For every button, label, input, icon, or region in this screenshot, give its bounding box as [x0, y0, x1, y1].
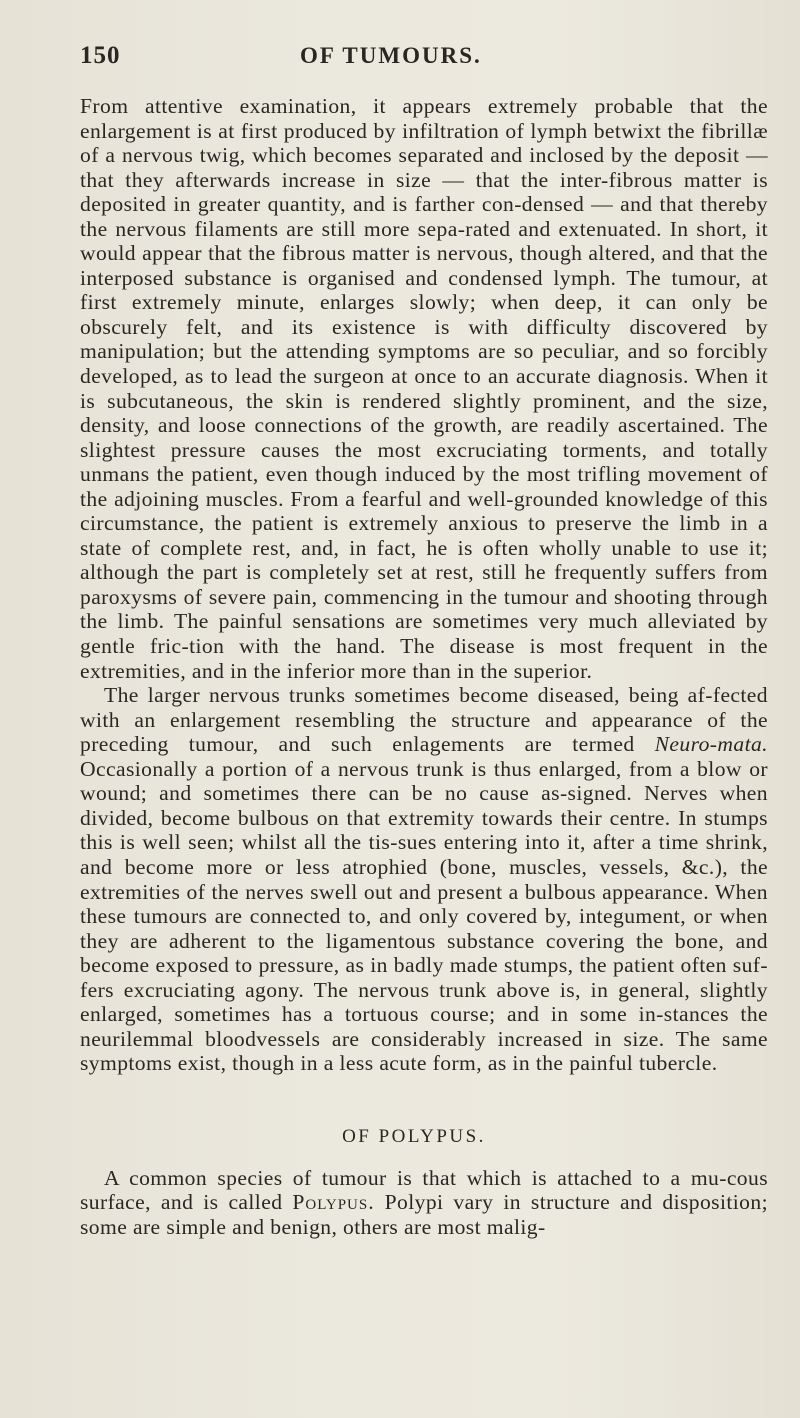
neuromata-text-before: The larger nervous trunks sometimes become diseased, being af-fected with an enlargement resembling the structure and appearance of the preceding tumour, and such enlagements are termed — [80, 683, 768, 757]
polypus-text-before: A common species of tumour is that which is attached to a mu-cous surface, and is called — [80, 1165, 768, 1215]
running-title: OF TUMOURS. — [300, 43, 482, 68]
paragraph-neuromata — [80, 683, 768, 1076]
paragraph-painful-tubercle: From attentive examination, it appears extremely probable that the enlargement is at first produced by infiltration of lymph betwixt the fibrillæ of a nervous twig, which becomes separated and inclosed by the deposit — that they afterwards increase in size — that the inter-fibrous matter is deposited in greater quantity, and is farther con-densed — and that thereby the nervous filaments are still more sepa-rated and extenuated. In short, it would appear that the fibrous matter is nervous, though altered, and that the interposed substance is organised and condensed lymph. The tumour, at first extremely minute, enlarges slowly; when deep, it can only be obscurely felt, and its existence is with difficulty discovered by manipulation; but the attending symptoms are so peculiar, and so forcibly developed, as to lead the surgeon at once to an accurate diagnosis. When it is subcutaneous, the skin is rendered slightly prominent, and the size, density, and loose connections of the growth, are readily ascertained. The slightest pressure causes the most excruciating torments, and totally unmans the patient, even though induced by the most trifling movement of the adjoining muscles. From a fearful and well-grounded knowledge of this circumstance, the patient is extremely anxious to preserve the limb in a state of complete rest, and, in fact, he is often wholly unable to use it; although the part is completely set at rest, still he frequently suffers from paroxysms of severe pain, commencing in the tumour and shooting through the limb. The painful sensations are sometimes very much alleviated by gentle fric-tion with the hand. The disease is most frequent in the extremities, and in the inferior more than in the superior. — [80, 94, 768, 683]
section-heading-polypus: OF POLYPUS. — [342, 1125, 486, 1147]
polypus-term: Polypus. — [292, 1190, 375, 1215]
running-head — [80, 42, 768, 84]
neuromata-term: Neuro-mata. — [654, 732, 768, 757]
paragraph-polypus — [80, 1166, 768, 1240]
polypus-text-after: Polypi vary in structure and disposition; some are simple and benign, others are most malig- — [80, 1190, 768, 1239]
body-text — [80, 94, 768, 1240]
neuromata-text-after: Occasionally a portion of a nervous trunk is thus enlarged, from a blow or wound; and sometimes there can be no cause as-signed. Nerves when divided, become bulbous on that extremity towards their centre. In stumps this is well seen; whilst all the tis-sues entering into it, after a time shrink, and become more or less atrophied (bone, muscles, vessels, &c.), the extremities of the nerves swell out and present a bulbous appearance. When these tumours are connected to, and only covered by, integument, or when they are adherent to the ligamentous substance covering the bone, and become exposed to pressure, as in badly made stumps, the patient often suf-fers excruciating agony. The nervous trunk above is, in general, slightly enlarged, sometimes has a tortuous course; and in some in-stances the neurilemmal bloodvessels are considerably increased in size. The same symptoms exist, though in a less acute form, as in the painful tubercle. — [80, 756, 768, 1076]
page-number: 150 — [80, 42, 121, 69]
